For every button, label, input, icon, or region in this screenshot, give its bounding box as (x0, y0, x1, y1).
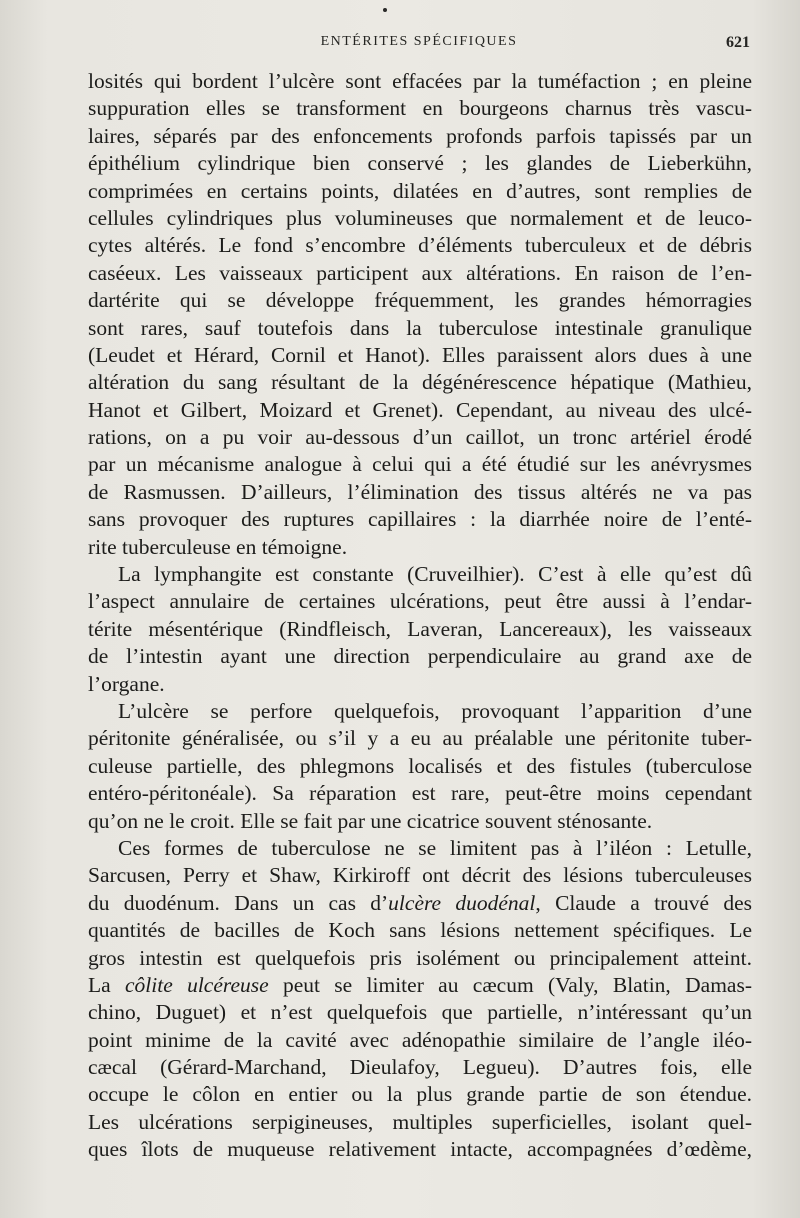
text-line: caséeux. Les vaisseaux participent aux altérations. En raison de l’en- (88, 260, 752, 285)
body-text (88, 68, 752, 1164)
text-line: quantités de bacilles de Koch sans lésions nettement spécifiques. Le (88, 918, 752, 943)
text-line: ques îlots de muqueuse relativement intacte, accompagnées d’œdème, (88, 1137, 752, 1162)
text-run: peut se limiter au cæcum (Valy, Blatin, Damas- (268, 972, 752, 997)
text-line: de l’intestin ayant une direction perpendiculaire au grand axe de (88, 644, 752, 669)
text-line: épithélium cylindrique bien conservé ; les glandes de Lieberkühn, (88, 151, 752, 176)
text-run: , Claude a trouvé des (535, 890, 752, 915)
text-line: (Leudet et Hérard, Cornil et Hanot). Elles paraissent alors dues à une (88, 342, 752, 367)
text-line (88, 972, 752, 999)
text-line: chino, Duguet) et n’est quelquefois que partielle, n’intéressant qu’un (88, 1000, 752, 1025)
text-line: péritonite généralisée, ou s’il y a eu au préalable une péritonite tuber- (88, 726, 752, 751)
text-line: dartérite qui se développe fréquemment, les grandes hémorragies (88, 288, 752, 313)
text-line: suppuration elles se transforment en bourgeons charnus très vascu- (88, 96, 752, 121)
text-line (88, 890, 752, 917)
text-line: L’ulcère se perfore quelquefois, provoquant l’apparition d’une (118, 698, 752, 723)
page-number: 621 (726, 34, 750, 51)
text-line: cytes altérés. Le fond s’encombre d’éléments tuberculeux et de débris (88, 233, 752, 258)
text-line: Ces formes de tuberculose ne se limitent pas à l’iléon : Letulle, (118, 835, 752, 860)
running-header (88, 34, 750, 56)
text-line: laires, séparés par des enfoncements profonds parfois tapissés par un (88, 123, 752, 148)
italic-term: côlite ulcéreuse (125, 972, 269, 997)
text-line: losités qui bordent l’ulcère sont effacées par la tuméfaction ; en pleine (88, 69, 752, 93)
text-line: rite tuberculeuse en témoigne. (88, 534, 348, 559)
text-line: rations, on a pu voir au-dessous d’un caillot, un tronc artériel érodé (88, 425, 752, 450)
text-run: du duodénum. Dans un cas d’ (88, 890, 389, 915)
italic-term: ulcère duodénal (388, 890, 536, 915)
text-line: qu’on ne le croit. Elle se fait par une cicatrice souvent sténosante. (88, 808, 653, 833)
text-line: entéro-péritonéale). Sa réparation est rare, peut-être moins cependant (88, 781, 752, 806)
text-line: Sarcusen, Perry et Shaw, Kirkiroff ont décrit des lésions tuberculeuses (88, 863, 752, 888)
text-line: sans provoquer des ruptures capillaires : la diarrhée noire de l’enté- (88, 507, 752, 532)
text-line: sont rares, sauf toutefois dans la tuberculose intestinale granulique (88, 315, 752, 340)
text-line: point minime de la cavité avec adénopathie similaire de l’angle iléo- (88, 1027, 752, 1052)
running-title: ENTÉRITES SPÉCIFIQUES (320, 34, 518, 49)
text-run: La (88, 972, 125, 997)
text-line: térite mésentérique (Rindfleisch, Laveran, Lancereaux), les vaisseaux (88, 616, 752, 641)
text-line: altération du sang résultant de la dégénérescence hépatique (Mathieu, (88, 370, 752, 395)
text-line: cellules cylindriques plus volumineuses que normalement et de leuco- (88, 205, 752, 230)
text-line: l’aspect annulaire de certaines ulcérations, peut être aussi à l’endar- (88, 589, 752, 614)
print-mark (383, 8, 387, 12)
text-line: l’organe. (88, 671, 165, 696)
text-line: culeuse partielle, des phlegmons localisés et des fistules (tuberculose (88, 753, 752, 778)
text-line: de Rasmussen. D’ailleurs, l’élimination des tissus altérés ne va pas (88, 479, 752, 504)
text-line: comprimées en certains points, dilatées en d’autres, sont remplies de (88, 178, 752, 203)
text-line: par un mécanisme analogue à celui qui a été étudié sur les anévrysmes (88, 452, 752, 477)
text-line: cæcal (Gérard-Marchand, Dieulafoy, Legueu). D’autres fois, elle (88, 1055, 752, 1080)
text-line: gros intestin est quelquefois pris isolément ou principalement atteint. (88, 945, 752, 970)
text-line: Les ulcérations serpigineuses, multiples superficielles, isolant quel- (88, 1109, 752, 1134)
text-line: La lymphangite est constante (Cruveilhier). C’est à elle qu’est dû (118, 562, 752, 587)
text-line: occupe le côlon en entier ou la plus grande partie de son étendue. (88, 1082, 752, 1107)
text-line: Hanot et Gilbert, Moizard et Grenet). Cependant, au niveau des ulcé- (88, 397, 752, 422)
